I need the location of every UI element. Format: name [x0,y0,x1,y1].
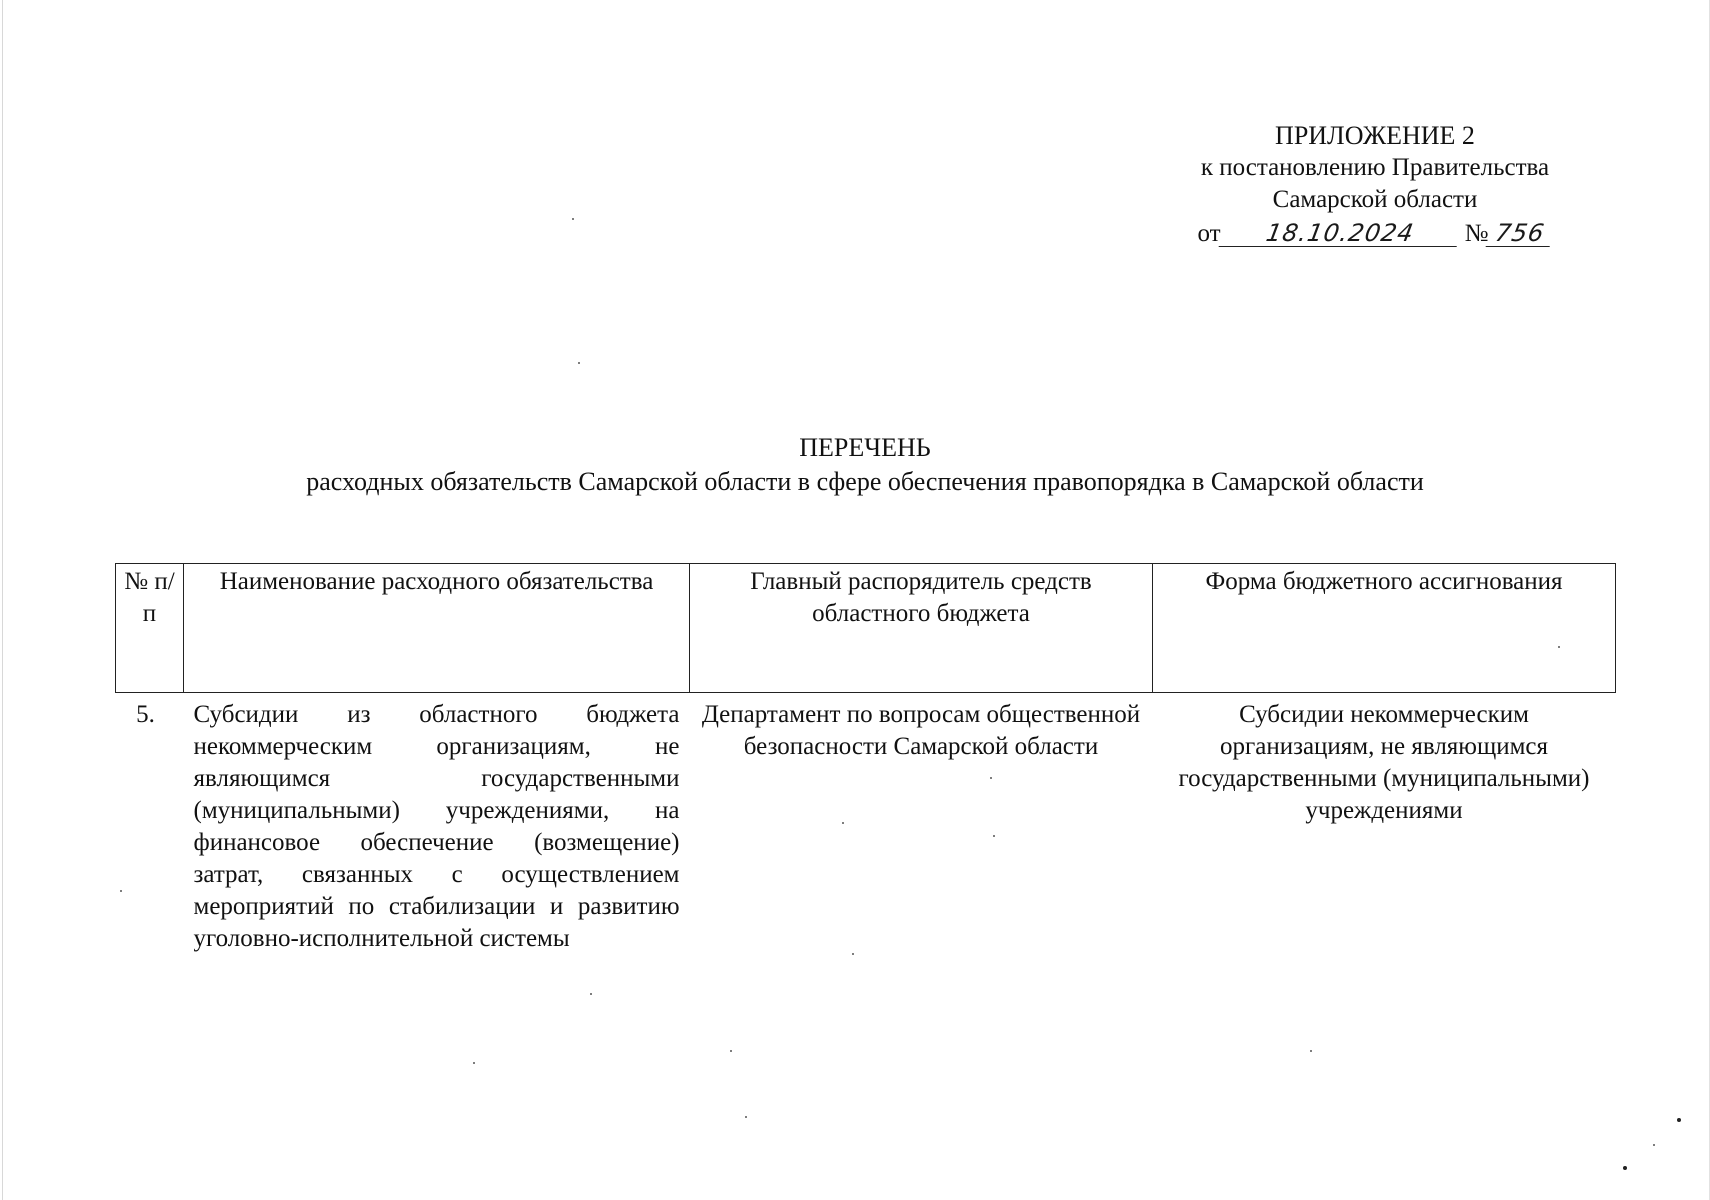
scan-speck [1310,1050,1312,1052]
handwritten-date: 18.10.2024 [1218,220,1461,247]
scan-speck [993,835,995,837]
header-obligation-name: Наименование расходного обязательства [184,564,690,693]
scan-speck [473,1062,475,1064]
scan-speck [745,1116,747,1118]
scan-speck [730,1050,732,1052]
scan-speck [1623,1166,1627,1170]
row-number: 5. [136,701,155,728]
appendix-header [1150,120,1600,250]
row-allocation-form: Субсидии некоммерческим организациям, не являющимся государственными (муниципальными) учреждениями [1178,701,1590,824]
scan-speck [1653,1144,1655,1146]
document-subtitle: расходных обязательств Самарской области в сфере обеспечения правопорядка в Самарской области [306,467,1424,496]
appendix-line-2: к постановлению Правительства [1200,154,1550,181]
appendix-title: ПРИЛОЖЕНИЕ 2 [1275,121,1475,150]
header-allocation-form: Форма бюджетного ассигнования [1153,564,1616,693]
scan-speck [1677,1118,1681,1122]
handwritten-number: 756 [1486,220,1555,247]
row-budget-manager: Департамент по вопросам общественной безопасности Самарской области [701,701,1141,760]
row-obligation-name: Субсидии из областного бюджета некоммерческим организациям, не являющимся государственными (муниципальными) учреждениями, на финансовое обеспечение (возмещение) затрат, связанных с осуществлением мероприятий по стабилизации и развитию уголовно-исполнительной системы [193,701,680,952]
table-header-row [116,564,1616,693]
date-prefix: от [1197,220,1221,247]
scan-speck [842,822,844,824]
scan-speck [578,362,580,364]
scan-speck [120,890,122,892]
scan-speck [852,953,854,955]
appendix-date-line [1150,218,1600,250]
scan-speck [990,777,992,779]
table-row [116,693,1616,956]
header-budget-manager: Главный распорядитель средств областного бюджета [690,564,1153,693]
scan-speck [572,218,574,220]
obligations-table [115,563,1616,955]
scan-speck [1558,646,1560,648]
scan-speck [590,993,592,995]
number-prefix: № [1464,220,1489,247]
header-number: № п/п [116,564,184,693]
document-title: ПЕРЕЧЕНЬ [799,433,931,462]
appendix-line-3: Самарской области [1272,186,1478,213]
scan-edge-left [2,0,3,1200]
